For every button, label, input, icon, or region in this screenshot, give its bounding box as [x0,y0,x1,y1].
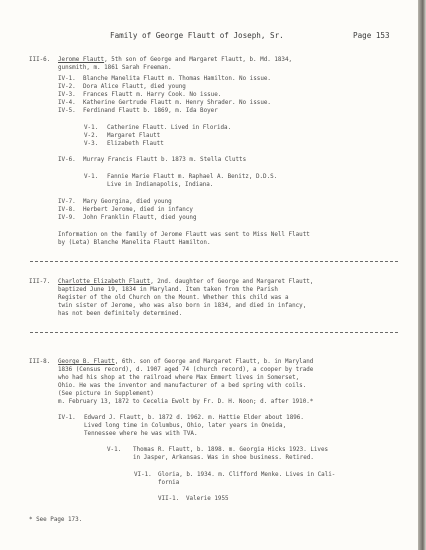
entry-line: twin sister of Jerome, who was also born in 1834, and died in infancy, [58,303,307,309]
entry-line: baptized June 19, 1834 in Maryland. Item taken from the Parish [58,287,278,293]
person-name: George B. Flautt [58,359,115,365]
child-code: IV-4. [58,100,76,106]
child-text: Dora Alice Flautt, died young [83,84,186,90]
entry-line: gunsmith, m. 1861 Sarah Freeman. [58,65,172,71]
page-number: Page 153 [353,31,390,40]
entry-intro: , 2nd. daughter of George and Margaret Flautt, [150,279,314,285]
entry-line: has not been definitely determined. [58,311,183,317]
section-divider [30,332,398,333]
grandchild-text: in Jasper, Arkansas. Was in shoe business. Retired. [133,455,314,461]
grandchild-code: V-3. [84,141,99,147]
entry-heading [58,279,313,286]
entry-code: III-7. [29,279,51,285]
page-edge [418,0,426,550]
descendant-code: VII-1. [158,496,180,502]
entry-code: III-6. [29,57,51,63]
child-code: IV-9. [58,215,76,221]
child-code: IV-1. [58,76,76,82]
grandchild-code: V-2. [84,133,99,139]
child-code: IV-3. [58,92,76,98]
child-text: Edward J. Flautt, b. 1872 d. 1962. m. Hattie Elder about 1896. [84,415,304,421]
child-text: Katherine Gertrude Flautt m. Henry Shrader. No issue. [83,100,271,106]
info-line: Information on the family of Jerome Flautt was sent to Miss Nell Flautt [58,232,310,238]
grandchild-code: V-1. [84,174,99,180]
grandchild-code: V-1. [107,447,122,453]
child-text: Lived long time in Columbus, Ohio, later years in Oneida, [84,423,287,429]
child-text: Ferdinand Flautt b. 1869, m. Ida Boyer [83,108,218,114]
section-divider [30,261,398,262]
person-name: Charlotte Elizabeth Flautt [58,279,151,285]
child-text: Murray Francis Flautt b. 1873 m. Stella Clutts [83,157,247,163]
descendant-text: Gloria, b. 1934. m. Clifford Menke. Lives in Cali- [158,472,336,478]
child-code: IV-7. [58,199,76,205]
descendant-text: Valerie 1955 [186,496,229,502]
entry-line: Register of the old Church on the Mount. Whether this child was a [58,295,289,301]
entry-intro: , 6th. son of George and Margaret Flautt, b. in Maryland [114,359,314,365]
entry-line: who had his shop at the railroad where Max Emmert lives in Somerset, [58,375,300,381]
info-line: by (Leta) Blanche Manelita Flautt Hamilton. [58,240,211,246]
grandchild-text: Margaret Flautt [107,133,161,139]
child-text: Tennessee where he was with TVA. [84,431,198,437]
child-text: Mary Georgina, died young [83,199,172,205]
child-text: Blanche Manelita Flautt m. Thomas Hamilton. No issue. [83,76,271,82]
entry-line: 1836 (Census record), d. 1907 aged 74 (church record), a cooper by trade [58,367,314,373]
grandchild-code: V-1. [84,125,99,131]
entry-line: Ohio. He was the inventor and manufacturer of a bed spring with coils. [58,383,307,389]
descendant-text: fornia [158,480,180,486]
child-text: John Franklin Flautt, died young [83,215,197,221]
child-code: IV-6. [58,157,76,163]
child-code: IV-8. [58,207,76,213]
entry-line: m. February 13, 1872 to Cecelia Ewolt by Fr. D. H. Noon; d. after 1910.* [58,399,314,405]
entry-intro: , 5th son of George and Margaret Flautt, b. Md. 1834, [104,57,293,63]
page-title: Family of George Flautt of Joseph, Sr. [110,31,284,40]
footnote: * See Page 173. [29,517,83,523]
child-text: Herbert Jerome, died in infancy [83,207,193,213]
child-text: Frances Flautt m. Harry Cook. No issue. [83,92,222,98]
child-code: IV-2. [58,84,76,90]
grandchild-text: Catherine Flautt. Lived in Florida. [107,125,232,131]
grandchild-text: Elizabeth Flautt [107,141,164,147]
entry-code: III-8. [29,359,51,365]
child-code: IV-5. [58,108,76,114]
child-code: IV-1. [58,415,76,421]
descendant-code: VI-1. [134,472,152,478]
entry-heading [58,57,292,64]
entry-heading [58,359,313,366]
grandchild-text: Live in Indianapolis, Indiana. [107,182,214,188]
grandchild-text: Thomas R. Flautt, b. 1898. m. Georgia Hicks 1923. Lives [133,447,329,453]
entry-line: (See picture in Supplement) [58,391,154,397]
person-name: Jerome Flautt [58,57,105,63]
grandchild-text: Fannie Marie Flautt m. Raphael A. Benitz, D.D.S. [107,174,278,180]
